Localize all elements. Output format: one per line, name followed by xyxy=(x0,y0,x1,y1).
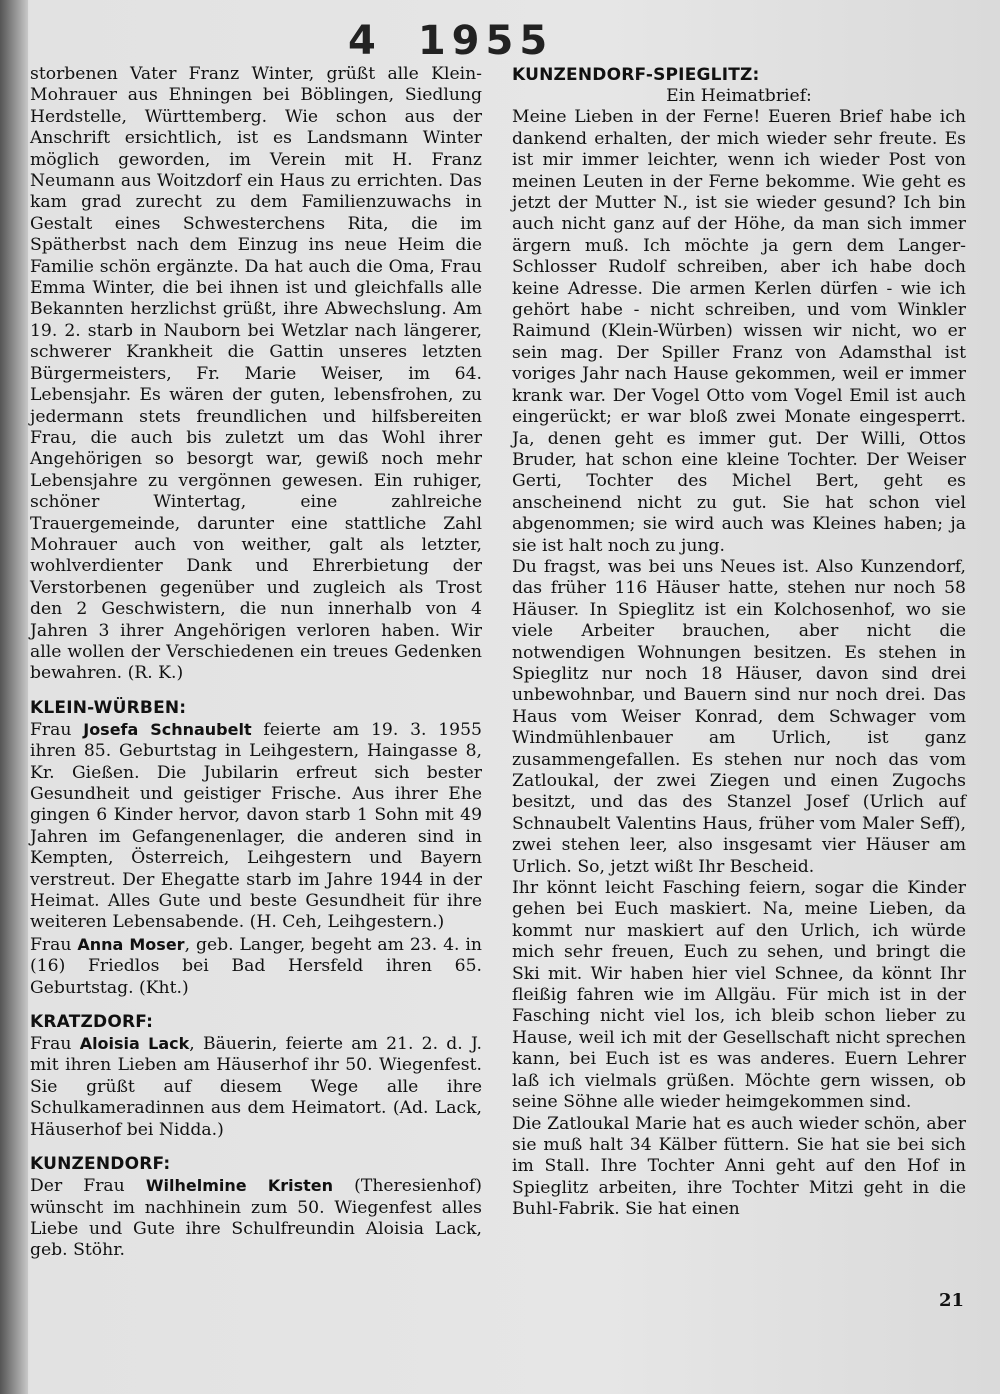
section-heading-kunzendorf-spieglitz: KUNZENDORF-SPIEGLITZ: xyxy=(512,65,760,85)
binding-gutter xyxy=(0,0,28,1394)
letter-paragraph: Meine Lieben in der Ferne! Eueren Brief habe ich dankend erhalten, der mich wieder sehr freute. Es ist mir immer leichter, wenn ich wieder Post von meinen Leuten in der Ferne bekomme. Wie geht es jetzt der Mutter N., ist sie wieder gesund? Ich bin auch nicht ganz auf der Höhe, da man sich immer ärgern muß. Ich möchte ja gern dem Langer-Schlosser Rudolf schreiben, aber ich habe doch keine Adresse. Die armen Kerlen dürfen - wie ich gehört habe - nicht schreiben, und vom Winkler Raimund (Klein-Würben) wissen wir nicht, wo er sein mag. Der Spiller Franz von Adamsthal ist voriges Jahr nach Hause gekommen, weil er immer krank war. Der Vogel Otto vom Vogel Emil ist auch eingerückt; er war bloß zwei Monate eingesperrt. Ja, denen geht es immer gut. Der Willi, Ottos Bruder, hat schon eine kleine Tochter. Der Weiser Gerti, Tochter des Michel Bert, geht es anscheinend nicht zu gut. Sie hat schon viel abgenommen; sie wird auch was Kleines haben; ja sie ist halt noch zu jung. xyxy=(512,107,966,556)
person-name: Wilhelmine Kristen xyxy=(145,1176,334,1196)
left-column xyxy=(30,64,482,1262)
person-name: Aloisia Lack xyxy=(79,1034,190,1054)
article-paragraph: Der Frau Wilhelmine Kristen (Theresienhof) wünscht im nachhinein zum 50. Wiegenfest alles Liebe und Gute ihre Schulfreundin Aloisia Lack, geb. Stöhr. xyxy=(30,1176,482,1261)
article-paragraph: Frau Aloisia Lack, Bäuerin, feierte am 21. 2. d. J. mit ihren Lieben am Häuserhof ihr 50. Wiegenfest. Sie grüßt auf diesem Wege alle ihre Schulkameradinnen aus dem Heimatort. (Ad. Lack, Häuserhof bei Nidda.) xyxy=(30,1034,482,1140)
letter-paragraph: Du fragst, was bei uns Neues ist. Also Kunzendorf, das früher 116 Häuser hatte, stehen nur noch 58 Häuser. In Spieglitz ist ein Kolchosenhof, wo sie viele Arbeiter brauchen, aber nicht die notwendigen Wohnungen besitzen. Es stehen in Spieglitz nur noch 18 Häuser, davon sind drei unbewohnbar, und Bauern sind nur noch drei. Das Haus vom Weiser Konrad, dem Schwager vom Windmühlenbauer am Urlich, ist ganz zusammengefallen. Es stehen nur noch das vom Zatloukal, der zwei Ziegen und einen Zugochs besitzt, und das des Stanzel Josef (Urlich auf Schnaubelt Valentins Haus, früher vom Maler Seff), zwei stehen leer, also insgesamt vier Häuser am Urlich. So, jetzt wißt Ihr Bescheid. xyxy=(512,556,966,877)
issue-year: 1955 xyxy=(417,18,554,64)
letter-paragraph: Die Zatloukal Marie hat es auch wieder schön, aber sie muß halt 34 Kälber füttern. Sie hat sie bei sich im Stall. Ihre Tochter Anni geht auf den Hof in Spieglitz arbeiten, ihre Tochter Mitzi geht in die Buhl-Fabrik. Sie hat einen xyxy=(512,1113,966,1220)
person-name: Josefa Schnaubelt xyxy=(83,719,252,739)
letter-paragraph: Ihr könnt leicht Fasching feiern, sogar die Kinder gehen bei Euch maskiert. Na, meine Lieben, da kommt nur maskiert auf den Urlich, ich würde mich sehr freuen, Euch zu sehen, und bringt die Ski mit. Wir haben hier viel Schnee, da könnt Ihr fleißig fahren wie im Allgäu. Für mich ist in der Fasching nicht viel los, ich bleib schon lieber zu Hause, weil ich mit der Gesellschaft nicht sprechen kann, bei Euch ist es was anderes. Euern Lehrer laß ich vielmals grüßen. Möchte gern wissen, ob seine Söhne alle wieder heimgekommen sind. xyxy=(512,878,966,1113)
person-name: Anna Moser xyxy=(77,934,185,954)
letter-subheading: Ein Heimatbrief: xyxy=(666,86,812,106)
section-heading-klein-wuerben: KLEIN-WÜRBEN: xyxy=(30,697,187,718)
section-heading-kunzendorf: KUNZENDORF: xyxy=(30,1154,171,1175)
article-paragraph: Frau Josefa Schnaubelt feierte am 19. 3. 1955 ihren 85. Geburtstag in Leihgestern, Haingasse 8, Kr. Gießen. Die Jubilarin erfreut sich bester Gesundheit und geistiger Frische. Aus ihrer Ehe gingen 6 Kinder hervor, davon starb 1 Sohn mit 49 Jahren im Gefangenenlager, die anderen sind in Kempten, Österreich, Leihgestern und Bayern verstreut. Der Ehegatte starb im Jahre 1944 in der Heimat. Alles Gute und beste Gesundheit für ihre weiteren Lebensabende. (H. Ceh, Leihgestern.) xyxy=(30,719,482,933)
issue-header xyxy=(348,18,553,64)
right-column xyxy=(512,64,966,1221)
section-heading-kratzdorf: KRATZDORF: xyxy=(30,1012,154,1033)
article-paragraph: Frau Anna Moser, geb. Langer, begeht am 23. 4. in (16) Friedlos bei Bad Hersfeld ihren 65. Geburtstag. (Kht.) xyxy=(30,934,482,998)
article-paragraph: storbenen Vater Franz Winter, grüßt alle Klein-Mohrauer aus Ehningen bei Böblingen, Siedlung Herdstelle, Württemberg. Wie schon aus der Anschrift ersichtlich, ist es Landsmann Winter möglich geworden, im Verein mit H. Franz Neumann aus Woitzdorf ein Haus zu errichten. Das kam grad zurecht zu dem Familienzuwachs in Gestalt eines Schwesterchens Rita, die im Spätherbst nach dem Einzug ins neue Heim die Familie schön ergänzte. Da hat auch die Oma, Frau Emma Winter, die bei ihnen ist und gleichfalls alle Bekannten herzlichst grüßt, ihre Abwechslung. Am 19. 2. starb in Nauborn bei Wetzlar nach längerer, schwerer Krankheit die Gattin unseres letzten Bürgermeisters, Fr. Marie Weiser, im 64. Lebensjahr. Es wären der guten, lebensfrohen, zu jedermann stets freundlichen und hilfsbereiten Frau, die auch bis zuletzt um das Wohl ihrer Angehörigen so besorgt war, gewiß noch mehr Lebensjahre zu vergönnen gewesen. Ein ruhiger, schöner Wintertag, eine zahlreiche Trauergemeinde, darunter eine stattliche Zahl Mohrauer auch von weither, galt als letzter, wohlverdienter Dank und Ehrerbietung der Verstorbenen gegenüber und zugleich als Trost den 2 Geschwistern, die nun innerhalb von 4 Jahren 3 ihrer Angehörigen verloren haben. Wir alle wollen der Verschiedenen ein treues Gedenken bewahren. (R. K.) xyxy=(30,64,482,684)
page-number: 21 xyxy=(938,1290,964,1311)
issue-number: 4 xyxy=(348,18,382,64)
